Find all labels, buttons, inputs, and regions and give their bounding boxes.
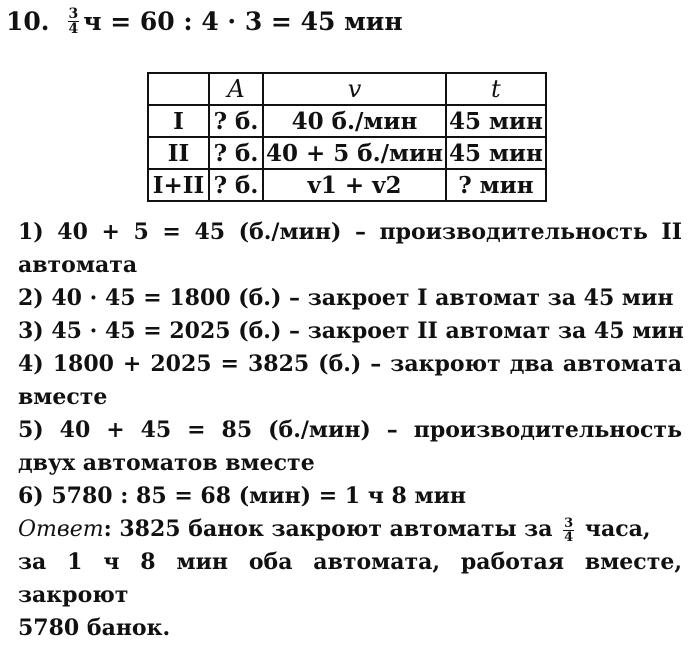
solution-steps <box>18 216 682 645</box>
cell-a: ? б. <box>209 169 263 201</box>
step-4-line-1: 4) 1800 + 2025 = 3825 (б.) – закроют два автомата <box>18 351 682 377</box>
cell-t: 45 мин <box>446 105 546 137</box>
step-6: 6) 5780 : 85 = 68 (мин) = 1 ч 8 мин <box>18 483 467 509</box>
table-row <box>148 105 546 137</box>
step-1-line-1: 1) 40 + 5 = 45 (б./мин) – производительность II <box>18 219 682 245</box>
header-cell-a: A <box>209 73 263 105</box>
data-table <box>147 72 547 202</box>
answer-text-2: часа, <box>584 516 651 542</box>
answer-line-3: 5780 банок. <box>18 615 171 641</box>
answer-label: Ответ <box>18 517 104 542</box>
cell-v: v1 + v2 <box>263 169 446 201</box>
answer-fraction <box>563 517 574 544</box>
answer-fraction-denominator: 4 <box>564 529 574 545</box>
problem-header <box>6 4 403 38</box>
cell-a: ? б. <box>209 137 263 169</box>
cell-t: ? мин <box>446 169 546 201</box>
answer-fraction-numerator: 3 <box>564 515 574 531</box>
row-label: I+II <box>148 169 209 201</box>
step-5-line-2: двух автоматов вместе <box>18 450 315 476</box>
cell-a: ? б. <box>209 105 263 137</box>
step-1-line-2: автомата <box>18 252 138 278</box>
answer-line-2: за 1 ч 8 мин оба автомата, работая вместе, закроют <box>18 549 682 608</box>
answer-line-1 <box>18 513 682 546</box>
table-row <box>148 137 546 169</box>
header-cell-blank <box>148 73 209 105</box>
answer-text-1: : 3825 банок закроют автоматы за <box>103 516 553 542</box>
header-fraction <box>68 7 80 36</box>
row-label: I <box>148 105 209 137</box>
table-row <box>148 169 546 201</box>
header-cell-v: v <box>263 73 446 105</box>
cell-v: 40 + 5 б./мин <box>263 137 446 169</box>
step-2: 2) 40 · 45 = 1800 (б.) – закроет I автомат за 45 мин <box>18 285 674 311</box>
cell-v: 40 б./мин <box>263 105 446 137</box>
header-cell-t: t <box>446 73 546 105</box>
row-label: II <box>148 137 209 169</box>
step-3: 3) 45 · 45 = 2025 (б.) – закроет II автомат за 45 мин <box>18 318 684 344</box>
cell-t: 45 мин <box>446 137 546 169</box>
fraction-denominator: 4 <box>68 20 79 37</box>
header-expression: ч = 60 : 4 · 3 = 45 мин <box>83 6 403 36</box>
problem-number: 10. <box>6 6 50 36</box>
step-4-line-2: вместе <box>18 384 108 410</box>
step-5-line-1: 5) 40 + 45 = 85 (б./мин) – производительность <box>18 417 682 443</box>
table-header-row <box>148 73 546 105</box>
fraction-numerator: 3 <box>68 5 79 22</box>
